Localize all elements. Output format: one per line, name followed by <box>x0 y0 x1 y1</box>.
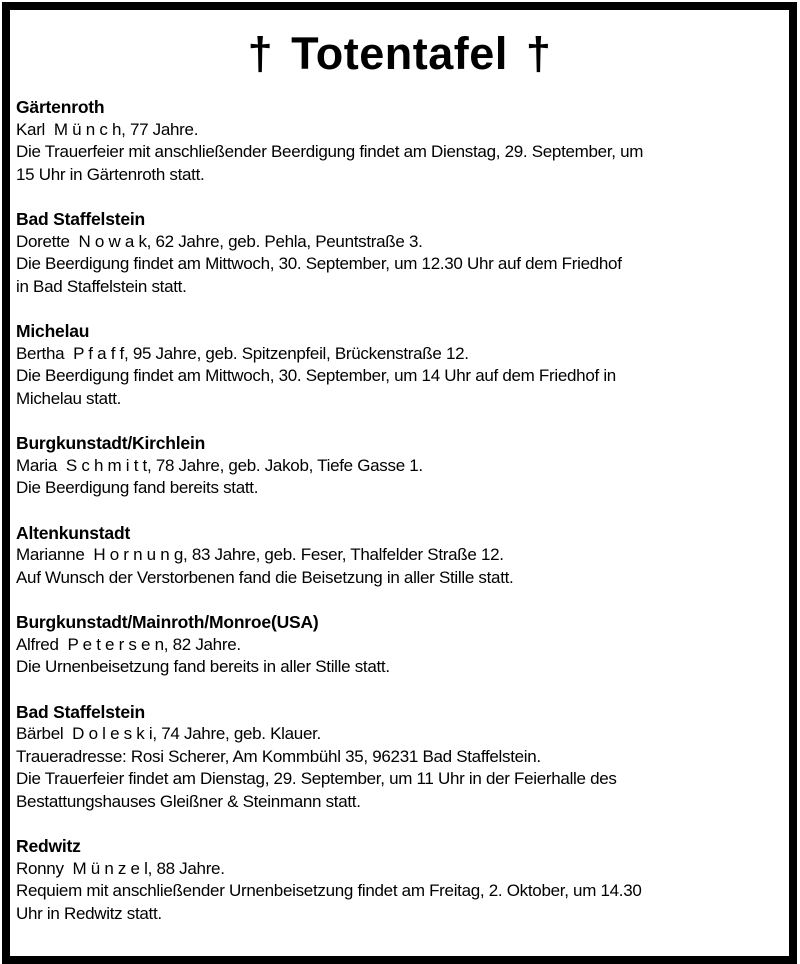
entry-body <box>16 455 783 500</box>
obituary-entry <box>16 432 783 500</box>
entry-location: Michelau <box>16 321 90 341</box>
entry-line: Maria S c h m i t t, 78 Jahre, geb. Jakob, Tiefe Gasse 1. <box>16 455 423 475</box>
entry-body <box>16 231 783 299</box>
entry-line: Bärbel D o l e s k i, 74 Jahre, geb. Klauer. <box>16 724 321 743</box>
entry-body <box>16 544 783 589</box>
entry-body <box>16 723 783 813</box>
obituary-page <box>2 2 797 964</box>
entry-line: Die Beerdigung findet am Mittwoch, 30. September, um 14 Uhr auf dem Friedhof in <box>16 366 616 385</box>
page-title <box>16 28 783 80</box>
entry-location: Burgkunstadt/Mainroth/Monroe(USA) <box>16 612 319 632</box>
entry-location: Redwitz <box>16 836 81 856</box>
entry-location: Burgkunstadt/Kirchlein <box>16 433 206 453</box>
entry-line: Die Trauerfeier findet am Dienstag, 29. September, um 11 Uhr in der Feierhalle des <box>16 769 617 788</box>
entry-body <box>16 343 783 411</box>
entry-line: Karl M ü n c h, 77 Jahre. <box>16 119 199 139</box>
cross-icon-left: † <box>247 28 274 79</box>
obituary-entry <box>16 522 783 590</box>
entry-line: Dorette N o w a k, 62 Jahre, geb. Pehla, Peuntstraße 3. <box>16 231 423 251</box>
obituary-entry <box>16 96 783 186</box>
obituary-entry <box>16 208 783 298</box>
entry-line: Die Urnenbeisetzung fand bereits in aller Stille statt. <box>16 657 390 676</box>
obituary-sections <box>16 96 783 925</box>
entry-line: Requiem mit anschließender Urnenbeisetzung findet am Freitag, 2. Oktober, um 14.30 <box>16 881 642 900</box>
entry-line: Alfred P e t e r s e n, 82 Jahre. <box>16 634 241 654</box>
cross-icon-right: † <box>525 28 552 79</box>
entry-line: Die Beerdigung findet am Mittwoch, 30. September, um 12.30 Uhr auf dem Friedhof <box>16 254 622 273</box>
entry-line: Traueradresse: Rosi Scherer, Am Kommbühl 35, 96231 Bad Staffelstein. <box>16 746 541 766</box>
entry-line: Michelau statt. <box>16 388 122 408</box>
obituary-entry <box>16 835 783 925</box>
entry-line: Ronny M ü n z e l, 88 Jahre. <box>16 858 225 878</box>
entry-line: Die Trauerfeier mit anschließender Beerdigung findet am Dienstag, 29. September, um <box>16 142 644 161</box>
obituary-entry <box>16 320 783 410</box>
page-title-text: Totentafel <box>291 28 508 79</box>
entry-location: Bad Staffelstein <box>16 209 146 229</box>
entry-line: Marianne H o r n u n g, 83 Jahre, geb. Feser, Thalfelder Straße 12. <box>16 545 504 564</box>
entry-body <box>16 858 783 926</box>
entry-line: 15 Uhr in Gärtenroth statt. <box>16 164 205 184</box>
entry-line: Bestattungshauses Gleißner & Steinmann statt. <box>16 791 361 811</box>
entry-location: Bad Staffelstein <box>16 701 146 722</box>
entry-location: Altenkunstadt <box>16 522 131 543</box>
obituary-entry <box>16 611 783 679</box>
obituary-entry <box>16 701 783 814</box>
entry-body <box>16 634 783 679</box>
entry-line: Die Beerdigung fand bereits statt. <box>16 478 259 497</box>
entry-line: Uhr in Redwitz statt. <box>16 903 162 923</box>
entry-body <box>16 119 783 187</box>
entry-line: Bertha P f a f f, 95 Jahre, geb. Spitzenpfeil, Brückenstraße 12. <box>16 343 469 363</box>
entry-line: Auf Wunsch der Verstorbenen fand die Beisetzung in aller Stille statt. <box>16 567 514 587</box>
entry-line: in Bad Staffelstein statt. <box>16 276 187 296</box>
entry-location: Gärtenroth <box>16 97 105 117</box>
